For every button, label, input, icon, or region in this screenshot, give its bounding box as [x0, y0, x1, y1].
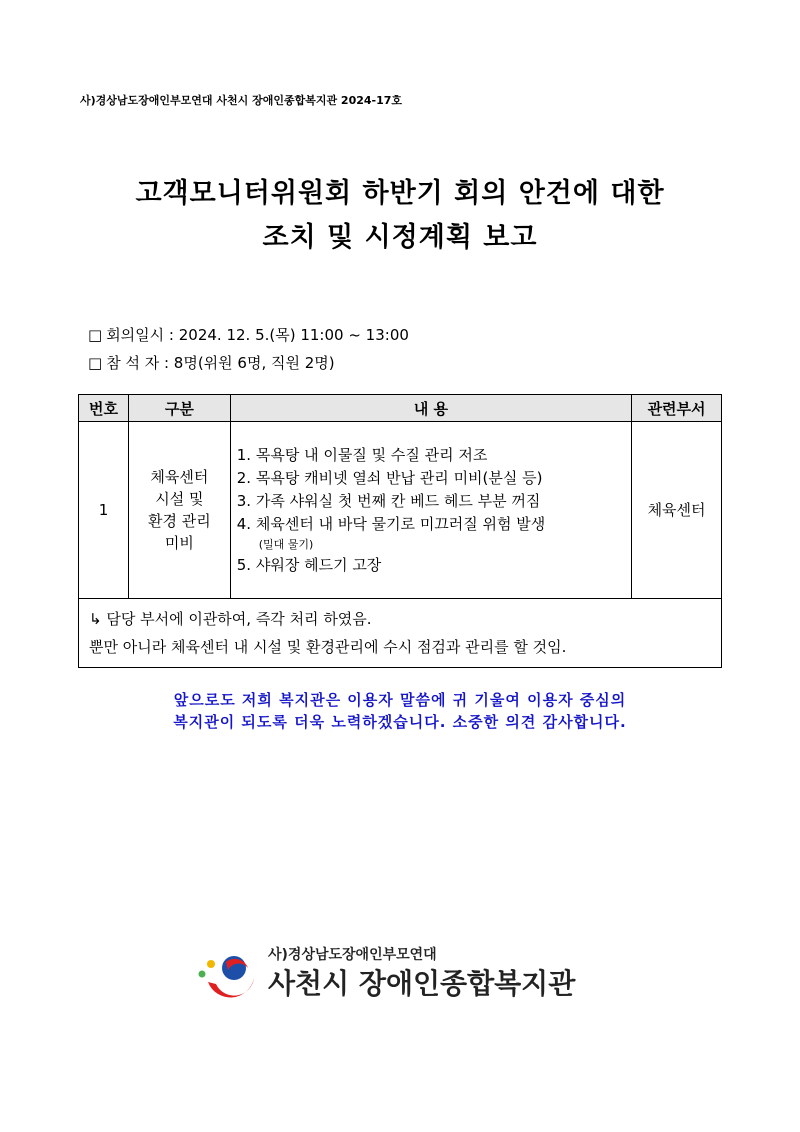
attendees: 참 석 자 : 8명(위원 6명, 직원 2명): [106, 354, 335, 372]
closing-line-1: 앞으로도 저희 복지관은 이용자 말씀에 귀 기울여 이용자 중심의: [173, 691, 627, 709]
category-line: 미비: [164, 534, 194, 552]
meeting-date: 회의일시 : 2024. 12. 5.(목) 11:00 ~ 13:00: [106, 326, 409, 344]
note-row: [79, 599, 722, 668]
document-title: [0, 172, 800, 260]
header-number: 번호: [79, 395, 129, 422]
header-department: 관련부서: [632, 395, 722, 422]
document-number: 사)경상남도장애인부모연대 사천시 장애인종합복지관 2024-17호: [80, 94, 403, 107]
list-item: 5. 샤워장 헤드기 고장: [236, 555, 382, 574]
checkbox-square-icon: □: [88, 326, 103, 344]
list-item: 1. 목욕탕 내 이물질 및 수질 관리 저조: [236, 445, 488, 464]
list-item: 3. 가족 샤워실 첫 번째 칸 베드 헤드 부분 꺼짐: [236, 491, 541, 510]
row-content: [230, 422, 631, 599]
meeting-date-line: [88, 324, 409, 345]
category-line: 환경 관리: [147, 512, 211, 530]
attendees-line: [88, 352, 335, 373]
note-line-2: 뿐만 아니라 체육센터 내 시설 및 환경관리에 수시 점검과 관리를 할 것임.: [89, 638, 567, 656]
action-table: [78, 394, 722, 668]
row-department: 체육센터: [632, 422, 722, 599]
category-line: 체육센터: [150, 468, 209, 486]
header-category: 구분: [128, 395, 230, 422]
list-item-note: (밀대 물기): [258, 537, 314, 551]
category-line: 시설 및: [155, 490, 204, 508]
note-line-1: ↳ 담당 부서에 이관하여, 즉각 처리 하였음.: [89, 610, 372, 628]
row-number: 1: [79, 422, 129, 599]
title-line-2: 조치 및 시정계획 보고: [262, 222, 538, 253]
title-line-1: 고객모니터위원회 하반기 회의 안건에 대한: [135, 178, 665, 209]
closing-line-2: 복지관이 되도록 더욱 노력하겠습니다. 소중한 의견 감사합니다.: [173, 713, 627, 731]
checkbox-square-icon: □: [88, 354, 103, 372]
logo-mark-icon: [198, 946, 258, 1002]
table-row: [79, 422, 722, 599]
logo-org-name: 사천시 장애인종합복지관: [268, 967, 576, 1000]
organization-logo: [198, 942, 618, 1002]
table-header-row: [79, 395, 722, 422]
list-item: 4. 체육센터 내 바닥 물기로 미끄러질 위험 발생: [236, 514, 546, 533]
list-item: 2. 목욕탕 캐비넷 열쇠 반납 관리 미비(분실 등): [236, 468, 543, 487]
header-content: 내 용: [230, 395, 631, 422]
closing-message: [0, 689, 800, 733]
row-category: [128, 422, 230, 599]
action-note: [79, 599, 722, 668]
logo-parent-org: 사)경상남도장애인부모연대: [268, 947, 437, 963]
